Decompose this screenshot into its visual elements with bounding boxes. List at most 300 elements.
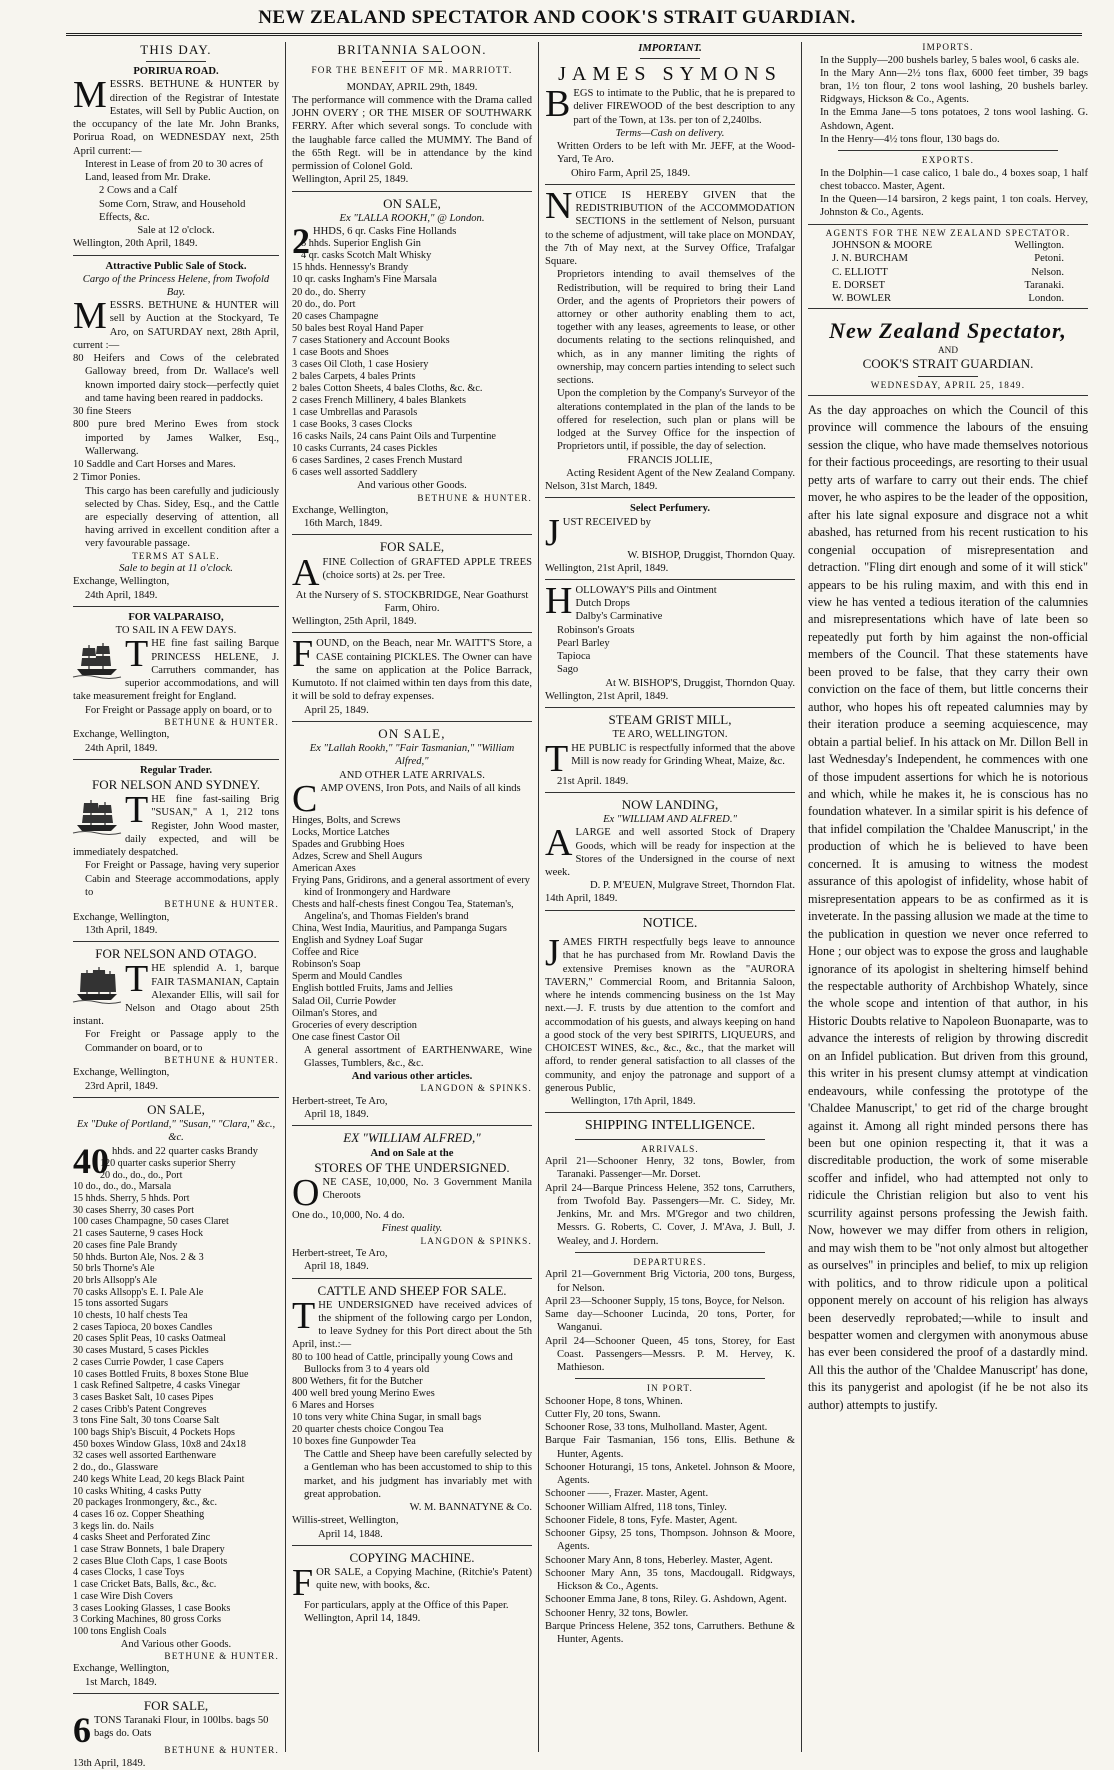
notice-body3: Upon the completion by the Company's Surveyor of the alterations contemplated in the plan of the lands to be offered for reselection, such plan or plans will be lodged at the Survey Office for the inspection of Proprietors until, if possible, the day of selection. — [557, 388, 795, 453]
valparaiso-body2: For Freight or Passage apply on board, or to — [85, 704, 272, 716]
lallah-sub2: AND OTHER LATE ARRIVALS. — [339, 769, 485, 781]
saloon-date-line: MONDAY, APRIL 29th, 1849. — [346, 81, 478, 93]
list-item: 1 case Boots and Shoes — [292, 346, 389, 358]
list-item: 2 bales Cotton Sheets, 4 bales Cloths, &c. &c. — [292, 382, 483, 394]
alfred-body2: One do., 10,000, No. 4 do. — [292, 1210, 405, 1222]
list-item: Sperm and Mould Candles — [292, 971, 403, 983]
cattle-body: HE UNDERSIGNED have received advices of the shipment of the following cargo per London, to leave Sydney for this Port direct about the 5th April, inst.:— — [292, 1299, 532, 1351]
export-entry: In the Dolphin—1 case calico, 1 bale do., 4 boxes soap, 1 half chest tobacco. Master, Agent. — [820, 167, 1088, 192]
list-item: 50 hhds. Burton Ale, Nos. 2 & 3 — [73, 1251, 204, 1263]
agent-place: Nelson. — [1031, 266, 1064, 278]
stock-sale: Sale to begin at 11 o'clock. — [119, 563, 233, 575]
divider — [545, 792, 795, 793]
agents-list — [808, 239, 1088, 305]
copying-title: COPYING MACHINE. — [349, 1549, 475, 1565]
drop-cap: T — [545, 737, 569, 780]
alfred-sub2: STORES OF THE UNDERSIGNED. — [314, 1159, 510, 1175]
agent-name: W. BOWLER — [832, 293, 892, 305]
list-item: 1 case Wire Dish Covers — [73, 1590, 173, 1602]
symons-date: Ohiro Farm, April 25, 1849. — [571, 167, 691, 179]
import-entry: In the Supply—200 bushels barley, 5 bales wool, 6 casks ale. — [820, 54, 1080, 66]
shipping-entry: Schooner Gipsy, 25 tons, Thompson. Johnson & Moore, Agents. — [545, 1528, 795, 1553]
cattle-sign: W. M. BANNATYNE & Co. — [409, 1502, 532, 1514]
exports-list — [808, 167, 1088, 220]
list-item: 15 hhds. Sherry, 5 hhds. Port — [73, 1192, 190, 1204]
divider — [292, 721, 532, 722]
list-item: American Axes — [292, 862, 356, 874]
onsale-first-line: hhds. and 22 quarter casks Brandy — [112, 1145, 258, 1157]
list-item: 1 case Cricket Bats, Balls, &c., &c. — [73, 1579, 217, 1591]
saloon-title: BRITANNIA SALOON. — [337, 42, 487, 57]
sydney-ad — [73, 789, 279, 859]
list-item: 10 chests, 10 half chests Tea — [73, 1310, 188, 1322]
agent-place: Petoni. — [1034, 253, 1064, 265]
drop-cap: T — [125, 633, 149, 676]
stock-subtitle: Cargo of the Princess Helene, from Twofold Bay. — [82, 273, 270, 298]
agent-place: Wellington. — [1014, 240, 1064, 252]
list-item: Salad Oil, Currie Powder — [292, 995, 397, 1007]
porirua-body: ESSRS. BETHUNE & HUNTER by direction of the Registrar of Intestate Estates, will Sell by Public Auction, on the occupancy of the late Mr. John Branks, Porirua Road, on WEDNESDAY next, 25th April current:— — [73, 79, 279, 157]
list-item: Chests and half-chests finest Congou Tea, Stateman's, Angelina's, and Thomas Fielden's brand — [292, 899, 514, 923]
column-4 — [808, 42, 1088, 1757]
lallah-body2: A general assortment of EARTHENWARE, Wine Glasses, Tumblers, &c., &c. — [304, 1044, 532, 1069]
shipping-entry: Barque Fair Tasmanian, 156 tons, Ellis. Bethune & Hunter, Agents. — [545, 1435, 795, 1460]
list-item: Locks, Mortice Latches — [292, 826, 390, 838]
list-item: 3 Corking Machines, 80 gross Corks — [73, 1614, 222, 1626]
list-item: Sago — [557, 664, 579, 676]
stock-place: Exchange, Wellington, — [73, 576, 170, 588]
agent-name: JOHNSON & MOORE — [832, 240, 933, 252]
list-item: 20 brls Allsopp's Ale — [73, 1274, 157, 1286]
drop-cap: F — [292, 1561, 314, 1604]
valparaiso-date: 24th April, 1849. — [85, 742, 158, 754]
onsale-place: Exchange, Wellington, — [73, 1663, 170, 1675]
list-item: 100 tons English Coals — [73, 1626, 167, 1637]
divider — [292, 191, 532, 192]
inport-list — [545, 1395, 795, 1646]
holloway-sign: At W. BISHOP'S, Druggist, Thorndon Quay. — [605, 677, 795, 689]
list-item: 450 boxes Window Glass, 10x8 and 24x18 — [73, 1438, 246, 1450]
important-heading: IMPORTANT. — [638, 43, 702, 54]
dateline: WEDNESDAY, APRIL 25, 1849. — [870, 379, 1026, 390]
alfred-quality: Finest quality. — [381, 1223, 443, 1235]
column-3 — [545, 42, 795, 1757]
shipping-entry: Schooner Mary Ann, 35 tons, Macdougall. Ridgways, Hickson & Co., Agents. — [545, 1567, 795, 1593]
list-item: 10 tons very white China Sugar, in small bags — [292, 1411, 482, 1423]
agent-place: Taranaki. — [1024, 279, 1064, 291]
list-item: 10 boxes fine Gunpowder Tea — [292, 1436, 416, 1448]
list-item: 15 hhds. Hennessy's Brandy — [292, 262, 409, 274]
list-item: 6 cases Sardines, 2 cases French Mustard — [292, 455, 463, 467]
stock-item: 80 Heifers and Cows of the celebrated Galloway breed, from Dr. Wallace's well known imported dairy stock—perfectly quiet and tame having been reared in paddocks. — [73, 353, 279, 404]
divider — [545, 707, 795, 708]
perfumery-title: Select Perfumery. — [629, 503, 710, 515]
alfred-title: EX "WILLIAM ALFRED," — [343, 1130, 481, 1146]
list-item: 20 cases Champagne — [292, 310, 379, 322]
divider — [73, 606, 279, 607]
divider — [575, 1252, 765, 1253]
shipping-entry: Schooner Rose, 33 tons, Mulholland. Master, Agent. — [545, 1422, 768, 1434]
stock-item: 30 fine Steers — [73, 406, 132, 418]
list-item: 2 cases French Millinery, 4 bales Blankets — [292, 394, 467, 406]
drop-cap: T — [125, 789, 149, 832]
sydney-sign: BETHUNE & HUNTER. — [164, 899, 279, 910]
landing-date: 14th April, 1849. — [545, 893, 618, 905]
paper-subtitle: COOK'S STRAIT GUARDIAN. — [862, 356, 1034, 372]
list-item: 32 cases well assorted Earthenware — [73, 1450, 216, 1462]
agent-name: E. DORSET — [832, 279, 885, 291]
list-item: 120 quarter casks superior Sherry — [100, 1157, 236, 1169]
perfumery-date: Wellington, 21st April, 1849. — [545, 562, 669, 574]
list-item: Pearl Barley — [557, 637, 610, 649]
onsale-tail: And Various other Goods. — [120, 1638, 232, 1650]
lallah-date: April 18, 1849. — [304, 1109, 369, 1121]
list-item: 8 hhds. Superior English Gin — [301, 238, 421, 250]
agent-row — [832, 252, 1064, 265]
divider — [292, 1125, 532, 1126]
alfred-place: Herbert-street, Te Aro, — [292, 1248, 388, 1260]
otago-title: FOR NELSON AND OTAGO. — [95, 946, 257, 962]
otago-sign: BETHUNE & HUNTER. — [164, 1054, 279, 1065]
mill-ad — [545, 737, 795, 780]
import-entry: In the Henry—4½ tons flour, 130 bags do. — [820, 133, 1000, 145]
mill-title: STEAM GRIST MILL, — [608, 712, 732, 728]
shipping-entry: April 24—Barque Princess Helene, 352 tons, Carruthers, from Twofold Bay. Passengers—Mr. C. Sidey, Mr. Jenkins, Mr. and Mrs. M'Gregor and two children, Messrs. G. Roberts, C. Cover, J. M'Ava, J. Bull, J. Wealey, and J. Hordern. — [545, 1182, 795, 1247]
drop-cap: N — [545, 184, 573, 227]
stock-item: 800 pure bred Merino Ewes from stock imported by James Walker, Esq., Wallerwang. — [73, 419, 279, 457]
divider — [73, 1693, 279, 1694]
valparaiso-body: HE fine fast sailing Barque PRINCESS HELENE, J. Carruthers commander, has superior accommodations, and will take measurement freight for England. — [73, 638, 279, 703]
notice-date: Nelson, 31st March, 1849. — [545, 481, 658, 493]
shipping-entry: Barque Princess Helene, 352 tons, Carruthers. Bethune & Hunter, Agents. — [545, 1620, 795, 1645]
ship-icon — [73, 964, 121, 1004]
list-item: 10 qr. casks Ingham's Fine Marsala — [292, 274, 437, 286]
grafted-title: FOR SALE, — [379, 539, 445, 555]
list-item: 30 cases Sherry, 30 cases Port — [73, 1204, 195, 1216]
list-item: 7 cases Stationery and Account Books — [292, 334, 450, 346]
otago-body2: For Freight or Passage apply to the Commander on board, or to — [85, 1029, 279, 1054]
list-item: 400 well bred young Merino Ewes — [292, 1387, 435, 1399]
landing-ad — [545, 822, 795, 879]
list-item: Hinges, Bolts, and Screws — [292, 814, 401, 826]
list-item: 3 cases Basket Salt, 10 cases Pipes — [73, 1391, 214, 1403]
ship-icon — [73, 795, 121, 835]
shipping-entry: Same day—Schooner Lucinda, 20 tons, Porter, for Wanganui. — [545, 1309, 795, 1334]
list-item: Robinson's Groats — [557, 624, 635, 636]
list-item: 21 cases Sauterne, 9 cases Hock — [73, 1228, 204, 1240]
notice2-date: Wellington, 17th April, 1849. — [571, 1096, 696, 1107]
notice-sign: FRANCIS JOLLIE, — [627, 454, 713, 466]
drop-cap: T — [292, 1294, 316, 1337]
list-item: 15 tons assorted Sugars — [73, 1298, 169, 1310]
alfred-ad — [292, 1172, 532, 1215]
stock-ad — [73, 295, 279, 352]
cattle-item-list — [292, 1352, 532, 1448]
list-item: Spades and Grubbing Hoes — [292, 838, 405, 850]
shipping-entry: Schooner Emma Jane, 8 tons, Riley. G. Ashdown, Agent. — [545, 1594, 787, 1606]
drop-cap: O — [292, 1172, 320, 1215]
column-rule — [285, 42, 286, 1752]
shipping-title: SHIPPING INTELLIGENCE. — [584, 1118, 756, 1134]
onsale-sub: Ex "Duke of Portland," "Susan," "Clara," &c., &c. — [76, 1119, 276, 1144]
cattle-title: CATTLE AND SHEEP FOR SALE. — [317, 1282, 507, 1298]
drop-cap: J — [545, 932, 560, 975]
sydney-date: 13th April, 1849. — [85, 924, 158, 936]
list-item: 20 do., do. Sherry — [292, 286, 366, 298]
agent-row — [832, 266, 1064, 279]
divider — [838, 150, 1058, 151]
list-item: 50 bales best Royal Hand Paper — [292, 322, 424, 334]
valparaiso-place: Exchange, Wellington, — [73, 729, 170, 741]
list-item: 3 kegs lin. do. Nails — [73, 1520, 154, 1532]
lallah-item-list — [292, 815, 532, 1044]
divider — [292, 534, 532, 535]
editorial-body: As the day approaches on which the Council of this province will commence the labours of the ensuing session the clique, who have made themselves notorious for their factious proceedings, are resorting to their usual petty arts of warfare to carry out their ends. The chief mover, he who aspires to be the leader of the opposition, after his late signal exposure and disgrace not a whit abashed, has returned from his recent rustication to his congenial occupation of misrepresentation and detraction. "Fling dirt enough and some of it will stick" appears to be his ruling maxim, and with this end in view he has vented a tedious iteration of the calumnies and misrepresentations which have of late been so repeatedly put forth by him against the non-official members of the Council. That these statements have been proved to be false, that they carry their own conviction on the face of them, but little concerns their author, who hopes his oft repeated calumnies may by their iteration produce a seeming acquiescence, may obtain a partial belief. In his attack on Mr. Dillon Bell in last Wednesday's Independent, he commences with one of those impudent assertions for which he is notorious and which, while he makes it, he is conscious has no foundation whatever. In a similar spirit is his defence of that infidel compilation the 'Chaldee Manuscript,' in the production of which he is believed to have been concerned. It is amusing to witness the modest assurance of this apologist of infidelity, whose habit of misrepresentation appears to be as confirmed as it is inveterate. In the passing allusion we made at the time to the publication in question we never once referred to Hone ; our object was to expose the gross and laughable ignorance of its apologist in sheltering himself behind the respectable authority of Archbishop Whately, since the whole scope and intention of that author, in his Historic Doubts relative to Napoleon Buonaparte, was to advance the interests of religion by throwing discredit on an Infidel publication. But driven from this ground, this writer in his present clumsy attempt at vindication endeavours, while confessing the prototype of the 'Chaldee Manuscript,' to get rid of the charge brought against it. Among all right minded persons there has been but one opinion respecting it, that it was a discreditable production, the work of some miserable scoffer and infidel, who had attempted not only to ridicule the Christian religion but also to vent his scurrility against persons professing the Jewish faith. Now, however we may differ from others in religion, and may wish them to be "not only almost but altogether as ourselves" in principles and belief, to mix up religion with politics, and to throw ridicule upon a political opponent merely on account of his religion has always been deservedly reprobated;—while to insult and bespatter women and clergymen with anonymous abuse has ever been considered the proof of a dastardly mind. All this the author of the 'Chaldee Manuscript' has done, this its panygerist and apologist (if he be not also its author) attempts to justify. — [808, 403, 1088, 1412]
list-item: Robinson's Soap — [292, 959, 361, 971]
imports-list — [808, 54, 1088, 147]
lallah-sign: LANGDON & SPINKS. — [420, 1083, 532, 1094]
stock-body2: This cargo has been carefully and judiciously selected by Chas. Sidey, Esq., and the Cattle are especially deserving of attention, all having arrived in excellent condition after a very favourable passage. — [85, 485, 279, 550]
list-item: 3 cases Oil Cloth, 1 case Hosiery — [292, 358, 429, 370]
landing-body: LARGE and well assorted Stock of Drapery Goods, which will be ready for inspection at the Stores of the Undersigned in the course of next week. — [545, 827, 795, 878]
otago-place: Exchange, Wellington, — [73, 1067, 170, 1079]
list-item: Groceries of every description — [292, 1019, 417, 1031]
list-item: 6 Mares and Horses — [292, 1399, 375, 1411]
list-item: 20 quarter chests choice Congou Tea — [292, 1424, 444, 1435]
notice2-body: AMES FIRTH respectfully begs leave to announce that he has purchased from Mr. Rowland Davis the extensive Premises known as the "AURORA TAVERN," Commercial Room, and Britannia Saloon, where he intends commencing business on the 1st May next.—J. F. trusts by due attention to the comfort and accommodation of his guests, and always keeping on hand a good stock of the very best SPIRITS, LIQUEURS, and CHOICEST WINES, &c., &c., &c., that the market will afford, to render general satisfaction to all classes of the community, and enjoy the patronage and support of a generous Public, — [545, 937, 795, 1094]
arrivals-list — [545, 1155, 795, 1248]
stock-date: 24th April, 1849. — [85, 589, 158, 601]
shipping-entry: Schooner ——, Frazer. Master, Agent. — [545, 1488, 709, 1500]
notice2-ad — [545, 932, 795, 1095]
grafted-ad — [292, 551, 532, 594]
shipping-entry: April 23—Schooner Supply, 15 tons, Boyce, for Nelson. — [545, 1295, 785, 1307]
agents-label: AGENTS FOR THE NEW ZEALAND SPECTATOR. — [825, 227, 1071, 238]
this-day-heading: THIS DAY. — [140, 42, 212, 57]
copying-ad — [292, 1561, 532, 1604]
forsale-body: TONS Taranaki Flour, in 100lbs. bags 50 bags do. Oats — [94, 1715, 269, 1740]
cattle-ad — [292, 1294, 532, 1352]
stock-body: ESSRS. BETHUNE & HUNTER will sell by Auction at the Stockyard, Te Aro, on SATURDAY next, 28th April, current :— — [73, 300, 279, 351]
list-item: 2 cases Currie Powder, 1 case Capers — [73, 1356, 224, 1368]
shipping-entry: Schooner William Alfred, 118 tons, Tinley. — [545, 1501, 727, 1513]
list-item: Adzes, Screw and Shell Augurs — [292, 850, 423, 862]
departures-label: DEPARTURES. — [633, 1256, 707, 1267]
stock-title: Attractive Public Sale of Stock. — [105, 260, 247, 272]
shipping-entry: Schooner Mary Ann, 8 tons, Heberley. Master, Agent. — [545, 1554, 773, 1566]
porirua-sale: Sale at 12 o'clock. — [137, 225, 215, 237]
list-item: 20 cases Split Peas, 10 casks Oatmeal — [73, 1333, 226, 1345]
list-item: 10 cases Bottled Fruits, 8 boxes Stone Blue — [73, 1368, 249, 1380]
list-item: Coffee and Rice — [292, 947, 359, 959]
grafted-date: Wellington, 25th April, 1849. — [292, 616, 417, 628]
column-rule — [538, 42, 539, 1752]
agent-row — [832, 239, 1064, 252]
list-item: 2 do., do., Glassware — [73, 1462, 158, 1474]
list-item: 20 packages Ironmongery, &c., &c. — [73, 1497, 217, 1509]
column-rule — [801, 42, 802, 1752]
symons-body2: Written Orders to be left with Mr. JEFF, at the Wood-Yard, Te Aro. — [557, 141, 795, 166]
list-item: 10 do., do., do., Marsala — [73, 1181, 172, 1193]
cattle-place: Willis-street, Wellington, — [292, 1515, 399, 1527]
drop-cap: M — [73, 74, 107, 117]
list-item: 20 do., do., do., Port — [100, 1169, 183, 1181]
stock-item: 2 Timor Ponies. — [73, 472, 141, 484]
agent-row — [832, 292, 1064, 305]
agent-name: C. ELLIOTT — [832, 266, 888, 278]
symons-name: JAMES SYMONS — [558, 63, 782, 86]
export-entry: In the Queen—14 barsiron, 2 kegs paint, 1 ton coals. Hervey, Johnston & Co., Agents. — [820, 194, 1088, 219]
notice-body: OTICE IS HEREBY GIVEN that the REDISTRIBUTION of the ACCOMMODATION SECTIONS in the settlement of Nelson, pursuant to the scheme of adjustment, will take place on MONDAY, the 7th of May next, at the Survey Office, Trafalgar Square. — [545, 189, 795, 268]
list-item: English bottled Fruits, Jams and Jellies — [292, 983, 453, 995]
arrivals-label: ARRIVALS. — [641, 1143, 699, 1154]
landing-sign: D. P. M'EUEN, Mulgrave Street, Thorndon Flat. — [589, 880, 795, 892]
column-2 — [292, 42, 532, 1757]
list-item: China, West India, Mauritius, and Pampanga Sugars — [292, 923, 507, 935]
porirua-date: Wellington, 20th April, 1849. — [73, 238, 198, 250]
divider — [382, 61, 442, 62]
agents-box — [808, 224, 1088, 310]
symons-body: EGS to intimate to the Public, that he is prepared to deliver FIREWOOD of the best description to any part of the Town, at 13s. per ton of 2,240lbs. — [573, 88, 795, 126]
list-item: 4 casks Sheet and Perforated Zinc — [73, 1532, 211, 1544]
forsale-date: 13th April, 1849. — [73, 1757, 146, 1769]
cattle-body2: The Cattle and Sheep have been carefully selected by a Gentleman who has been accustomed to ship to this market, and his judgment has invariably met with great approbation. — [304, 1449, 532, 1500]
list-item: 4 cases 16 oz. Copper Sheathing — [73, 1508, 205, 1520]
paper-and: AND — [938, 344, 958, 355]
perfumery-body: UST RECEIVED by — [562, 516, 651, 528]
onsale-sign: BETHUNE & HUNTER. — [164, 1650, 279, 1661]
list-item: 20 do., do. Port — [292, 298, 356, 310]
mill-date: 21st April. 1849. — [557, 775, 629, 787]
sydney-place: Exchange, Wellington, — [73, 911, 170, 923]
porirua-item: Interest in Lease of from 20 to 30 acres of Land, leased from Mr. Drake. — [85, 158, 263, 184]
paper-title: New Zealand Spectator, — [829, 318, 1067, 344]
sydney-body2: For Freight or Passage, having very superior Cabin and Steerage accommodations, apply to — [85, 860, 279, 898]
agent-name: J. N. BURCHAM — [832, 253, 908, 265]
inport-label: IN PORT. — [646, 1383, 694, 1394]
saloon-date: Wellington, April 25, 1849. — [292, 174, 409, 186]
drop-cap: J — [545, 511, 560, 554]
list-item: Dalby's Carminative — [575, 611, 663, 623]
notice-sign2: Acting Resident Agent of the New Zealand Company. — [566, 467, 795, 479]
drop-cap: H — [545, 579, 573, 622]
sydney-title: FOR NELSON AND SYDNEY. — [91, 776, 261, 792]
shipping-entry: April 24—Schooner Queen, 45 tons, Storey, for East Coast. Passengers—Messrs. P. M. Hervey, K. Mathieson. — [545, 1335, 795, 1374]
divider — [73, 941, 279, 942]
stock-item: 10 Saddle and Cart Horses and Mares. — [73, 459, 236, 471]
otago-ad — [73, 958, 279, 1028]
column-1 — [73, 42, 279, 1769]
drop-cap: T — [125, 958, 149, 1001]
porirua-item: Some Corn, Straw, and Household Effects, &c. — [99, 198, 246, 223]
onsale-date: 1st March, 1849. — [85, 1676, 157, 1688]
exports-label: EXPORTS. — [921, 155, 975, 166]
notice-ad — [545, 184, 795, 268]
grafted-body: FINE Collection of GRAFTED APPLE TREES (choice sorts) at 2s. per Tree. — [322, 556, 532, 581]
list-item: 800 Wethers, fit for the Butcher — [292, 1375, 423, 1387]
landing-title: NOW LANDING, — [621, 796, 719, 812]
divider — [73, 1097, 279, 1098]
lallah-place: Herbert-street, Te Aro, — [292, 1095, 388, 1107]
divider — [545, 579, 795, 580]
shipping-entry: April 21—Government Brig Victoria, 200 tons, Burgess, for Nelson. — [545, 1269, 795, 1294]
porirua-item: 2 Cows and a Calf — [99, 185, 178, 197]
notice-body2: Proprietors intending to avail themselves of the Redistribution, will be required to bring their Land Order, and the agents of Proprietors their powers of attorney or other authority enabling them to act, together with any leases, agreements to lease, or other documents relating to the sections relinquished, and which, as in any manner limiting the rights of ownership, may concern parties intending to select such sections. — [557, 269, 795, 387]
masthead-rule — [66, 33, 1082, 36]
list-item: 2 cases Tapioca, 20 boxes Candles — [73, 1321, 213, 1333]
onsale-title: ON SALE, — [147, 1101, 205, 1117]
sydney-body: HE fine fast-sailing Brig "SUSAN," A 1, 212 tons Register, John Wood master, daily expected, and will be immediately despatched. — [73, 794, 279, 859]
shipping-entry: Schooner Henry, 32 tons, Bowler. — [545, 1607, 689, 1619]
drop-cap: M — [73, 295, 107, 338]
list-item: 4 cases Clocks, 1 case Toys — [73, 1567, 185, 1579]
import-entry: In the Mary Ann—2½ tons flax, 6000 feet timber, 39 bags bran, 1½ ton flour, 2 tons wool lashing, 20 bushels barley. Ridgways, Hickson & Co., Agents. — [820, 67, 1088, 106]
masthead: NEW ZEALAND SPECTATOR AND COOK'S STRAIT GUARDIAN. — [258, 7, 856, 28]
rookh-sign: BETHUNE & HUNTER. — [417, 492, 532, 503]
perfumery-ad — [545, 511, 795, 554]
otago-body: HE splendid A. 1, barque FAIR TASMANIAN, Captain Alexander Ellis, will sail for Nelson and Otago about 25th instant. — [73, 963, 279, 1028]
drop-cap: F — [292, 633, 314, 676]
rookh-first-line: HHDS, 6 qr. Casks Fine Hollands — [313, 226, 457, 238]
divider — [640, 58, 700, 59]
porirua-title: PORIRUA ROAD. — [133, 66, 219, 78]
drop-cap: A — [545, 822, 573, 865]
divider — [292, 1278, 532, 1279]
forsale-title: FOR SALE, — [143, 1697, 209, 1713]
mill-sub: TE ARO, WELLINGTON. — [612, 729, 728, 741]
list-item: 70 casks Allsopp's E. I. Pale Ale — [73, 1286, 204, 1298]
lallah-sub: Ex "Lallah Rookh," "Fair Tasmanian," "William Alfred," — [309, 743, 515, 768]
list-item: 80 to 100 head of Cattle, principally young Cows and Bullocks from 3 to 4 years old — [292, 1351, 513, 1375]
divider — [292, 632, 532, 633]
found-body: OUND, on the Beach, near Mr. WAITT'S Store, a CASE containing PICKLES. The Owner can have the same on application at the Police Barrack, Kumutoto. If not claimed within ten days from this date, it will be sold to defray expenses. — [292, 638, 532, 703]
shipping-entry: Cutter Fly, 20 tons, Swann. — [545, 1408, 661, 1420]
list-item: 3 cases Looking Glasses, 1 case Books — [73, 1602, 231, 1614]
copying-date: Wellington, April 14, 1849. — [304, 1613, 421, 1625]
divider — [575, 1378, 765, 1379]
list-item: 20 cases fine Pale Brandy — [73, 1239, 178, 1251]
alfred-sub: And on Sale at the — [370, 1147, 454, 1159]
symons-ad — [545, 83, 795, 127]
alfred-date: April 18, 1849. — [304, 1261, 369, 1273]
rookh-title: ON SALE, — [383, 195, 441, 211]
list-item: One case finest Castor Oil — [292, 1031, 401, 1043]
list-item: Tapioca — [557, 651, 591, 663]
divider — [545, 497, 795, 498]
sydney-kicker: Regular Trader. — [140, 764, 212, 776]
list-item: 1 case Umbrellas and Parasols — [292, 407, 418, 418]
divider — [545, 184, 795, 185]
agent-place: London. — [1028, 293, 1064, 305]
list-item: 4 qr. casks Scotch Malt Whisky — [301, 250, 432, 262]
mill-body: HE PUBLIC is respectfully informed that the above Mill is now ready for Grinding Wheat, Maize, &c. — [571, 742, 795, 767]
divider — [575, 1139, 765, 1140]
perfumery-sign: W. BISHOP, Druggist, Thorndon Quay. — [627, 549, 795, 561]
list-item: 2 bales Carpets, 4 bales Prints — [292, 370, 416, 382]
shipping-entry: Schooner Hope, 8 tons, Whinen. — [545, 1395, 683, 1407]
saloon-benefit: FOR THE BENEFIT OF MR. MARRIOTT. — [311, 65, 513, 76]
lallah-tail: And various other articles. — [351, 1071, 473, 1083]
shipping-entry: April 21—Schooner Henry, 32 tons, Bowler, from Taranaki. Passenger—Mr. Dorset. — [545, 1156, 795, 1181]
ship-icon — [73, 639, 121, 679]
rookh-date: 16th March, 1849. — [304, 518, 383, 530]
list-item: 30 cases Mustard, 5 cases Pickles — [73, 1345, 209, 1357]
holloway-item-list — [545, 597, 795, 676]
list-item: 2 cases Cribb's Patent Congreves — [73, 1403, 207, 1415]
lallah-first-line: AMP OVENS, Iron Pots, and Nails of all kinds — [320, 782, 521, 794]
divider — [146, 61, 206, 62]
divider — [545, 1112, 795, 1113]
